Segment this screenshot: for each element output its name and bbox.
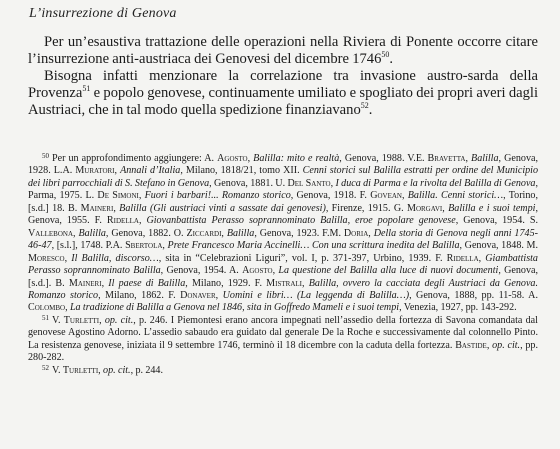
author-name: Morgavi bbox=[406, 202, 443, 214]
citation-text: , pp. 280-282. bbox=[28, 339, 538, 364]
author-name: Doria bbox=[343, 227, 369, 239]
citation-text: , Milano, 1929. F. bbox=[185, 277, 267, 289]
citation-text: , Genova, 1988. V.E. bbox=[339, 153, 428, 164]
citation-text: , bbox=[114, 165, 121, 177]
footnote-50-number: 50 bbox=[42, 152, 49, 160]
author-name: Bravetta bbox=[427, 153, 466, 164]
citation-text: , bbox=[442, 202, 449, 214]
work-title: Annali d’Italia bbox=[120, 165, 181, 177]
footnote-51-number: 51 bbox=[42, 313, 49, 322]
footnote-52-number: 52 bbox=[42, 363, 49, 372]
work-title: Il Balilla, discorso… bbox=[71, 252, 159, 264]
citation-text: , bbox=[272, 265, 279, 277]
work-title: Balilla, ovvero la cacciata degli Austriaci da Genova. Romanzo storico bbox=[28, 277, 538, 301]
author-name: Del Santo bbox=[287, 177, 331, 189]
citation-text: , Genova, 1881. U. bbox=[209, 177, 288, 189]
section-gap bbox=[28, 119, 538, 153]
citation-text: , sita in “Celebrazioni Liguri”, vol. I, p. 371-397, Urbino, 1939. F. bbox=[158, 252, 447, 264]
citation-text: , bbox=[478, 252, 486, 264]
author-name: Maineri bbox=[68, 277, 102, 289]
paragraph-1-text: Per un’esaustiva trattazione delle operazioni nella Riviera di Ponente occorre citare l’insurrezione anti-austriaca dei Genovesi del dicembre 1746 bbox=[28, 34, 538, 67]
author-name: Ridella bbox=[446, 252, 479, 264]
author-name: Donaver bbox=[180, 289, 216, 301]
work-title: op. cit. bbox=[103, 364, 131, 376]
work-title: op. cit. bbox=[104, 314, 134, 326]
author-name: Muratori bbox=[75, 165, 115, 177]
paragraph-2-end: . bbox=[368, 102, 373, 118]
work-title: Balilla (Gli austriaci vinti a sassate dai genovesi) bbox=[119, 202, 326, 214]
author-name: Ridella bbox=[106, 215, 139, 227]
citation-text: , Genova, 1954. S. bbox=[455, 215, 538, 227]
work-title: Balilla bbox=[471, 153, 499, 164]
citation-text: , Parma, 1975. L. bbox=[28, 177, 539, 202]
citation-text: , bbox=[65, 302, 70, 314]
citation-text: , bbox=[368, 227, 374, 239]
work-title: I duca di Parma e la rivolta del Balilla di Genova bbox=[335, 177, 536, 189]
citation-text: , bbox=[113, 202, 120, 214]
citation-text: , bbox=[99, 314, 105, 326]
citation-text: , Genova, 1954. A. bbox=[160, 265, 243, 277]
citation-text: , bbox=[247, 153, 254, 164]
author-name: De Simoni bbox=[97, 190, 139, 202]
work-title: Balilla. Cenni storici… bbox=[407, 190, 504, 202]
author-name: Vallebona bbox=[28, 227, 74, 239]
citation-text: , p. 244. bbox=[130, 364, 163, 376]
work-title: Cenni storici sul Balilla estratti per ordine del Municipio dei libri parrocchiali di S. Stefano in Genova bbox=[28, 165, 539, 189]
footnote-51-text bbox=[28, 315, 538, 363]
citation-text: , Genova, 1918. F. bbox=[290, 190, 371, 202]
body-paragraph-2 bbox=[28, 68, 538, 119]
citation-text: , Genova, 1923. F.M. bbox=[254, 227, 344, 239]
citation-text: , bbox=[138, 215, 147, 227]
citation-text: , bbox=[401, 190, 408, 202]
work-title: Fuori i barbari!... Romanzo storico bbox=[144, 190, 291, 202]
footnote-ref-51[interactable]: 51 bbox=[82, 84, 91, 93]
work-title: Il paese di Balilla bbox=[108, 277, 186, 289]
work-title: Giambattista Perasso soprannominato Balilla bbox=[28, 252, 538, 277]
author-name: Mistrali bbox=[266, 277, 302, 289]
author-name: Agosto bbox=[242, 265, 273, 277]
work-title: Balilla bbox=[226, 227, 255, 239]
citation-text: , bbox=[64, 252, 72, 264]
work-title: op. cit. bbox=[492, 339, 521, 351]
author-name: Sbertola bbox=[125, 240, 163, 252]
citation-text: , Firenze, 1915. G. bbox=[325, 202, 407, 214]
citation-text: , bbox=[465, 153, 472, 164]
footnote-ref-52[interactable]: 52 bbox=[360, 101, 369, 110]
footnote-52-text bbox=[52, 365, 163, 376]
author-name: Ziccardi bbox=[186, 227, 222, 239]
work-title: Della storia di Genova negli anni 1745-46-47 bbox=[28, 227, 538, 252]
citation-text: , Genova, 1882. O. bbox=[105, 227, 187, 239]
footnote-51 bbox=[28, 315, 538, 365]
author-name: Turletti bbox=[63, 314, 100, 326]
citation-text: , Genova, 1955. F. bbox=[28, 202, 538, 227]
author-name: Maineri bbox=[80, 202, 114, 214]
author-name: Agosto bbox=[217, 153, 248, 164]
body-paragraph-1 bbox=[28, 34, 538, 68]
citation-text: , Venezia, 1927, pp. 143-292. bbox=[399, 302, 517, 314]
author-name: Moresco bbox=[28, 252, 65, 264]
citation-text: , [s.l.], 1748. P.A. bbox=[51, 240, 126, 252]
citation-text: , bbox=[101, 277, 109, 289]
citation-text: V. bbox=[52, 314, 64, 326]
footnote-50 bbox=[28, 153, 538, 315]
footnote-ref-50[interactable]: 50 bbox=[381, 50, 390, 59]
work-title: Balilla: mito e realtà bbox=[253, 153, 340, 164]
work-title: Balilla e i suoi tempi bbox=[448, 202, 536, 214]
citation-text: , bbox=[138, 190, 145, 202]
running-head: L’insurrezione di Genova bbox=[29, 6, 177, 21]
citation-text: , bbox=[330, 177, 336, 189]
citation-text: , Genova, [s.d.]. B. bbox=[28, 265, 538, 289]
citation-text: , Milano, 1862. F. bbox=[98, 289, 181, 301]
citation-text: Per un approfondimento aggiungere: A. bbox=[52, 153, 218, 164]
footnote-52 bbox=[28, 365, 538, 377]
author-name: Turletti bbox=[62, 364, 99, 376]
citation-text: , Genova, 1888, pp. 11-58. A. bbox=[409, 289, 538, 301]
work-title: Uomini e libri… (La leggenda di Balilla…) bbox=[222, 289, 410, 301]
paragraph-1-end: . bbox=[389, 51, 394, 67]
work-title: La tradizione di Balilla a Genova nel 1846, sita in Goffredo Mameli e i suoi tempi bbox=[69, 302, 400, 314]
work-title: Balilla bbox=[78, 227, 106, 239]
work-title: La questione del Balilla alla luce di nuovi documenti bbox=[278, 265, 499, 277]
paragraph-2-text-a: Bisogna infatti menzionare la correlazione tra invasione austro-sarda della Provenza bbox=[28, 68, 538, 101]
citation-text: V. bbox=[52, 364, 63, 376]
author-name: Bastide bbox=[455, 339, 487, 351]
citation-text: , bbox=[98, 364, 104, 376]
citation-text: , bbox=[301, 277, 309, 289]
citation-text: , Milano, 1818/21, tomo XII. bbox=[180, 165, 303, 177]
paragraph-2-text-b: e popolo genovese, continuamente umiliato e spogliato dei propri averi dagli Austriaci, che in tal modo quella spedizione finanziavano bbox=[28, 85, 538, 118]
citation-text: , p. 246. I Piemontesi erano ancora impegnati nell’assedio della fortezza di Savona comandata dal genovese Agostino Adorno. L’assedio sabaudo era guidato dal generale De la Roche e successivamente dal colonnello Pinto. La resistenza genovese, iniziata il 9 settembre 1746, terminò il 18 dicembre con la caduta della fortezza. bbox=[28, 314, 538, 351]
citation-text: , bbox=[162, 240, 168, 252]
citation-text: , bbox=[215, 289, 223, 301]
footnote-50-text bbox=[28, 153, 538, 313]
author-name: Govean bbox=[370, 190, 402, 202]
work-title: Giovanbattista Perasso soprannominato Balilla, eroe popolare genovese bbox=[146, 215, 456, 227]
citation-text: , bbox=[486, 339, 493, 351]
citation-text: , bbox=[221, 227, 227, 239]
citation-text: , Torino, [s.d.] 18. B. bbox=[28, 190, 538, 214]
citation-text: , Genova, 1928. L.A. bbox=[28, 153, 538, 177]
work-title: Prete Francesco Maria Accinelli… Con una scrittura inedita del Balilla bbox=[167, 240, 460, 252]
citation-text: , Genova, 1848. M. bbox=[459, 240, 538, 252]
citation-text: , bbox=[73, 227, 79, 239]
author-name: Colombo bbox=[28, 302, 66, 314]
